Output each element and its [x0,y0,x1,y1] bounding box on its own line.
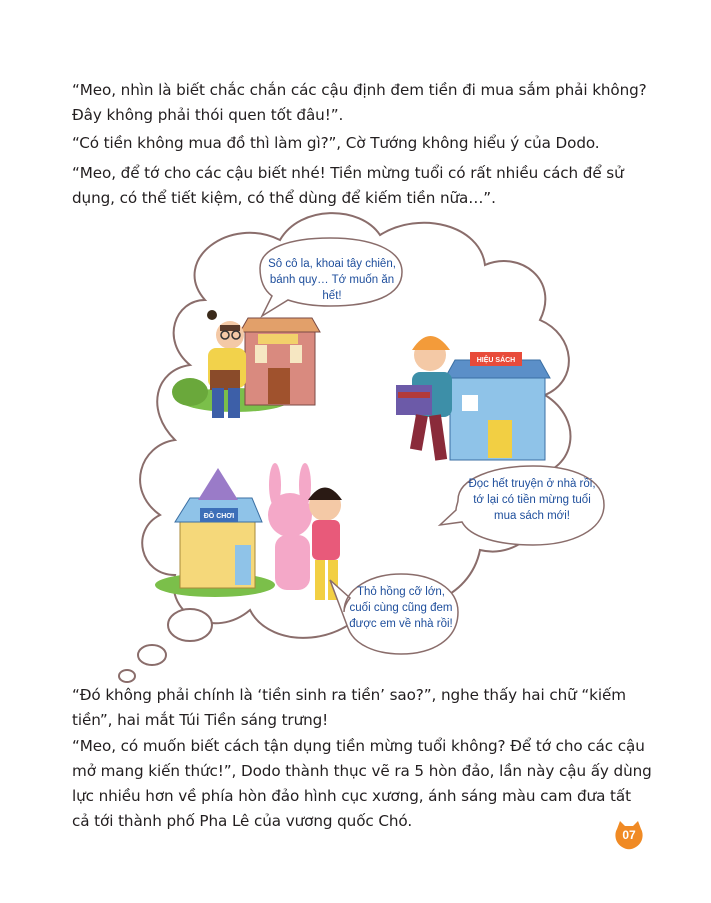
toyshop-sign: ĐỒ CHƠI [203,513,235,520]
paragraph-4: “Đó không phải chính là ‘tiền sinh ra tiền’ sao?”, nghe thấy hai chữ “kiếm tiền”, hai mắt Túi Tiền sáng trưng! [72,686,626,729]
thought-dot-large [168,609,212,641]
paragraph-3: “Meo, để tớ cho các cậu biết nhé! Tiền mừng tuổi có rất nhiều cách để sử dụng, có thể tiết kiệm, có thể dùng để kiếm tiền nữa…”. [72,164,624,207]
thought-dot-small [119,670,135,682]
thought-dot-medium [138,645,166,665]
paragraph-2: “Có tiền không mua đồ thì làm gì?”, Cờ Tướng không hiểu ý của Dodo. [72,134,600,152]
paragraph-1: “Meo, nhìn là biết chắc chắn các cậu định đem tiền đi mua sắm phải không? Đây không phải thói quen tốt đâu!”. [72,81,647,124]
speech-bubble-1-text: Sô cô la, khoai tây chiên, bánh quy… Tớ muốn ăn hết! [268,258,396,302]
page-number: 07 [622,828,636,842]
paragraph-5: “Meo, có muốn biết cách tận dụng tiền mừng tuổi không? Để tớ cho các cậu mở mang kiến thức!”, Dodo thành thục vẽ ra 5 hòn đảo, lần này cậu ấy dùng lực nhiều hơn về phía hòn đảo hình cục xương, ánh sáng màu cam đưa tất cả tới thành phố Pha Lê của vương quốc Chó. [72,737,652,830]
bookstore-sign: HIỆU SÁCH [476,357,516,364]
speech-bubble-3-text: Thỏ hồng cỡ lớn, cuối cùng cũng đem được em về nhà rồi! [349,586,453,630]
speech-bubble-2-text: Đọc hết truyện ở nhà rồi, tớ lại có tiền mừng tuổi mua sách mới! [468,478,596,522]
